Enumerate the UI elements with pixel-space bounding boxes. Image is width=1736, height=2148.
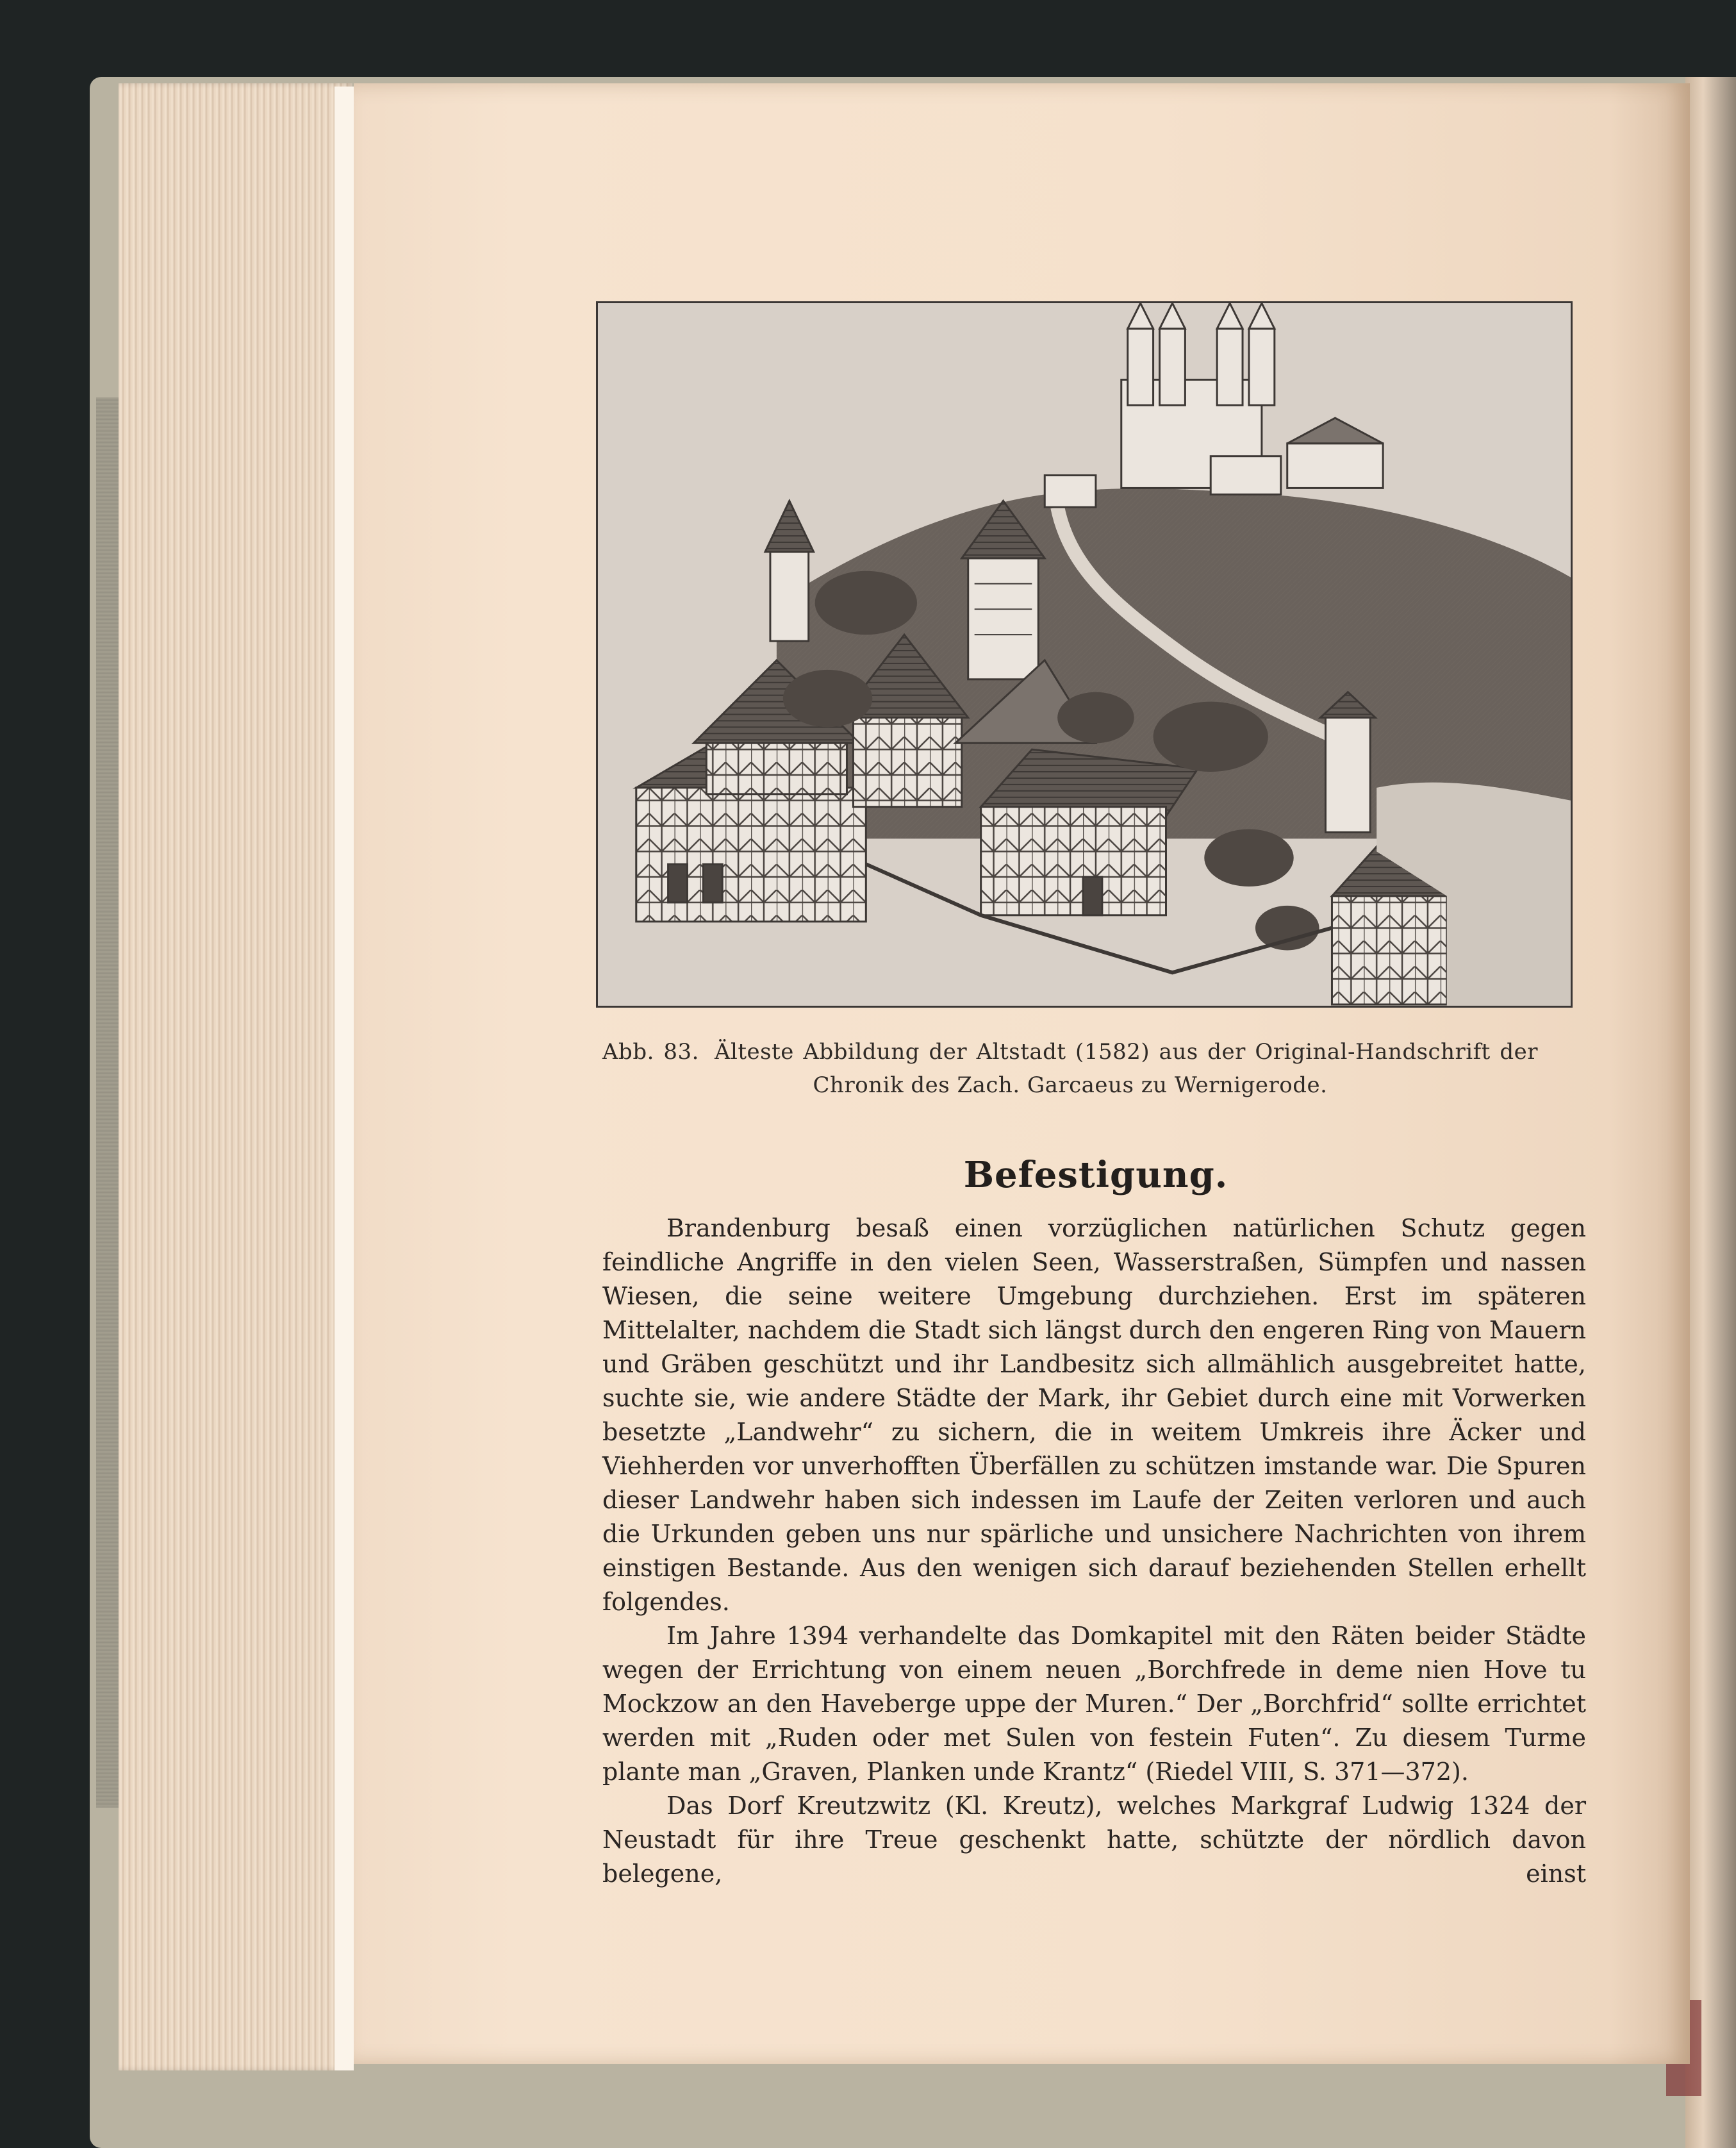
facing-page-edge	[1685, 77, 1736, 2148]
page-edge-highlight	[335, 87, 354, 2070]
figure-number: Abb. 83.	[602, 1039, 699, 1065]
section-heading: Befestigung.	[963, 1154, 1228, 1196]
paragraph-3: Das Dorf Kreutzwitz (Kl. Kreutz), welches Markgraf Ludwig 1324 der Neustadt für ihre Treue geschenkt hatte, schützte der nördlich davon belegene, einst	[602, 1792, 1586, 1888]
figure-caption-text: Älteste Abbildung der Altstadt (1582) aus der Original-Handschrift der Chronik des Zach. Garcaeus zu Wernigerode.	[714, 1039, 1538, 1098]
figure-illustration-altstadt	[596, 301, 1573, 1008]
paragraph-1: Brandenburg besaß einen vorzüglichen natürlichen Schutz gegen feindliche Angriffe in den vielen Seen, Wasserstraßen, Sümpfen und nassen Wiesen, die seine weitere Umgebung durchziehen. Erst im späteren Mittelalter, nachdem die Stadt sich längst durch den engeren Ring von Mauern und Gräben geschützt und ihr Landbesitz sich allmählich ausgebreitet hatte, suchte sie, wie andere Städte der Mark, ihr Gebiet durch eine mit Vorwerken besetzte „Landwehr“ zu sichern, die in weitem Umkreis ihre Äcker und Viehherden vor unverhofften Überfällen zu schützen imstande war. Die Spuren dieser Landwehr haben sich indessen im Laufe der Zeiten verloren und auch die Urkunden geben uns nur spärliche und unsichere Nachrichten von ihrem einstigen Bestande. Aus den wenigen sich darauf beziehenden Stellen erhellt folgendes.	[602, 1214, 1586, 1616]
cloth-spine	[96, 397, 122, 1808]
page-edges	[119, 83, 352, 2070]
body-text	[602, 1211, 1586, 1891]
town-engraving-image	[598, 303, 1571, 1006]
figure-caption	[602, 1035, 1538, 1102]
paragraph-2: Im Jahre 1394 verhandelte das Domkapitel mit den Räten beider Städte wegen der Errichtung von einem neuen „Borchfrede in deme nien Hove tu Mockzow an den Haveberge uppe der Muren.“ Der „Borchfrid“ sollte errichtet werden mit „Ruden oder met Sulen von festein Futen“. Zu diesem Turme plante man „Graven, Planken unde Krantz“ (Riedel VIII, S. 371—372).	[602, 1622, 1586, 1786]
